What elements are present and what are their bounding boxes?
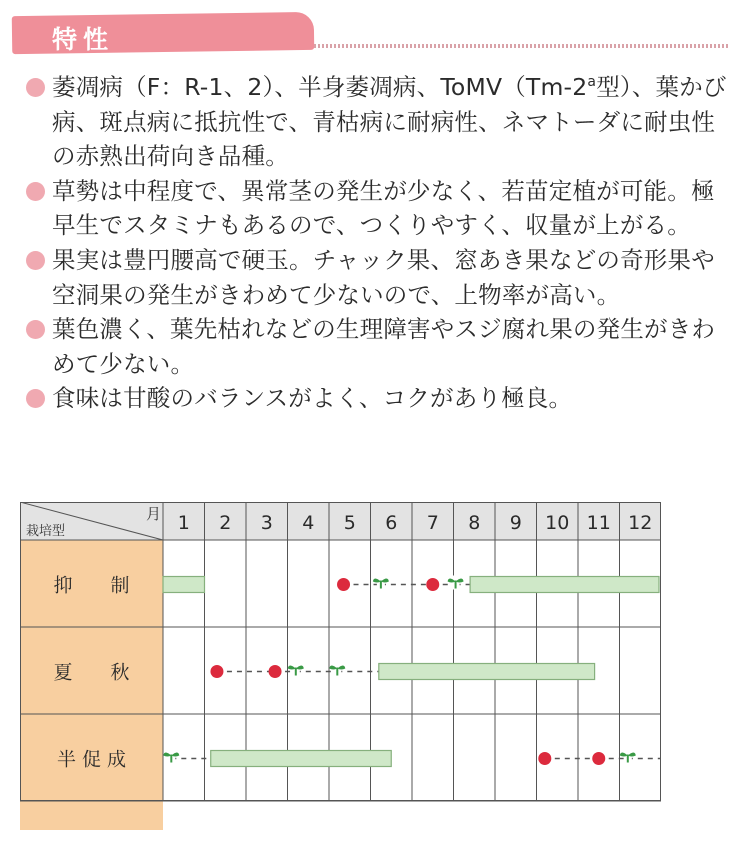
row-label: 抑 制: [53, 574, 130, 597]
seedling-icon: [448, 576, 464, 590]
sowing-dot-icon: [426, 578, 439, 591]
feature-list: [26, 70, 732, 416]
feature-item: [26, 70, 732, 174]
month-header-9: 9: [509, 512, 522, 534]
feature-text: 草勢は中程度で、異常茎の発生が少なく、若苗定植が可能。極早生でスタミナもあるので、つくりやすく、収量が上がる。: [52, 176, 715, 240]
month-header-5: 5: [343, 512, 356, 534]
row-label: 夏 秋: [53, 661, 130, 684]
cultivation-calendar: [20, 502, 661, 831]
sowing-dot-icon: [210, 665, 223, 678]
bullet-dot-icon: [26, 389, 45, 408]
calendar-type-label: 栽培型: [26, 524, 66, 539]
seedling-icon: [329, 663, 345, 677]
section-title: 特性: [52, 25, 115, 54]
seedling-icon: [373, 576, 389, 590]
month-header-10: 10: [545, 512, 570, 534]
month-header-4: 4: [302, 512, 315, 534]
feature-superscript: a: [587, 74, 597, 91]
sowing-dot-icon: [269, 665, 282, 678]
harvest-bar: [379, 664, 595, 680]
bullet-dot-icon: [26, 78, 45, 97]
feature-text: 萎凋病（F：R-1、2）、半身萎凋病、ToMV（Tm-2: [52, 73, 588, 101]
feature-text-cont: 型）、葉かび病、斑点病に抵抗性で、青枯病に耐病性、ネマトーダに耐虫性の赤熟出荷向き品種。: [52, 73, 727, 171]
seedling-icon: [620, 750, 636, 764]
row-label: 半 促 成: [56, 748, 127, 771]
feature-text: 果実は豊円腰高で硬玉。チャック果、窓あき果などの奇形果や空洞果の発生がきわめて少ないので、上物率が高い。: [52, 245, 715, 309]
bullet-dot-icon: [26, 320, 45, 339]
feature-item: [26, 243, 732, 312]
header-dotted-line: [314, 44, 728, 48]
month-header-2: 2: [219, 512, 232, 534]
feature-text: 食味は甘酸のバランスがよく、コクがあり極良。: [52, 384, 573, 413]
calendar-svg: [20, 502, 661, 831]
sowing-dot-icon: [538, 752, 551, 765]
month-header-8: 8: [468, 512, 481, 534]
seedling-icon: [288, 663, 304, 677]
sowing-dot-icon: [592, 752, 605, 765]
bullet-dot-icon: [26, 182, 45, 201]
bullet-dot-icon: [26, 251, 45, 270]
section-header: [12, 10, 730, 54]
harvest-bar: [211, 751, 392, 767]
sowing-dot-icon: [337, 578, 350, 591]
harvest-bar: [470, 577, 659, 593]
harvest-bar: [163, 577, 205, 593]
month-header-11: 11: [586, 512, 611, 534]
seedling-icon: [163, 750, 179, 764]
month-header-7: 7: [426, 512, 439, 534]
month-header-3: 3: [260, 512, 273, 534]
month-header-6: 6: [385, 512, 398, 534]
feature-text: 葉色濃く、葉先枯れなどの生理障害やスジ腐れ果の発生がきわめて少ない。: [52, 315, 716, 378]
month-header-12: 12: [628, 512, 653, 534]
feature-item: [26, 174, 732, 243]
feature-item: [26, 381, 732, 416]
calendar-month-label: 月: [146, 505, 162, 523]
month-header-1: 1: [177, 512, 190, 534]
feature-item: [26, 312, 732, 381]
